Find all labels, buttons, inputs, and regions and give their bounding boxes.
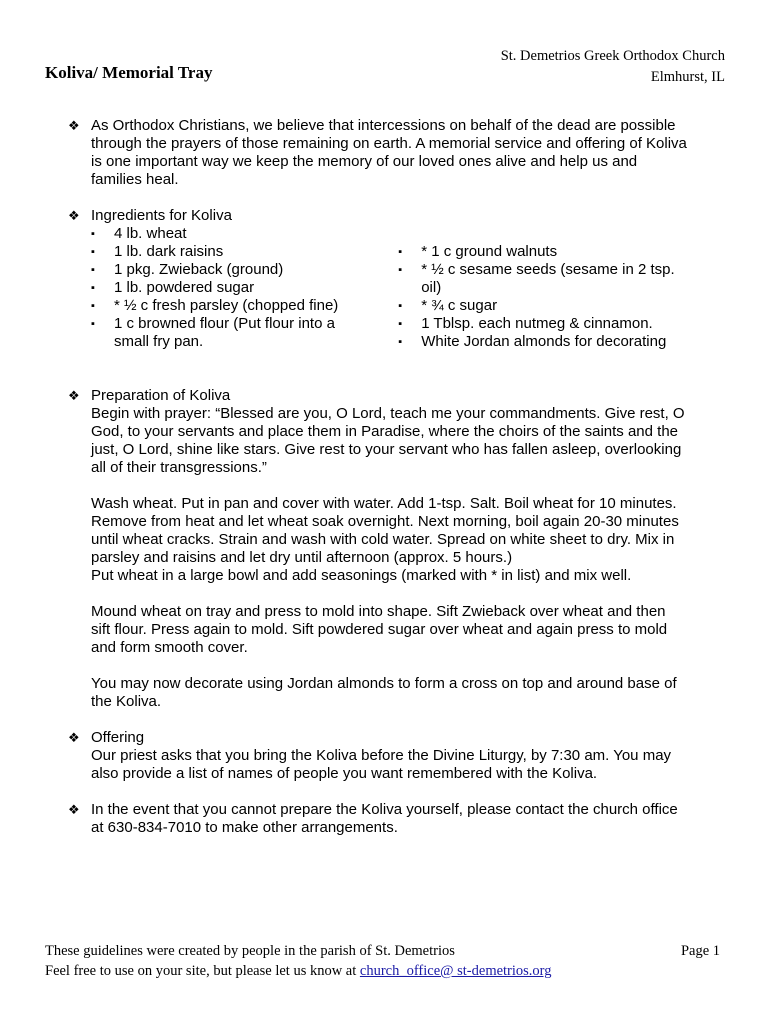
list-item: ▪ 1 lb. dark raisins (91, 243, 398, 261)
prep-step-3: You may now decorate using Jordan almonds to form a cross on top and around base of the Koliva. (91, 675, 677, 710)
preparation-section (68, 387, 688, 711)
page-title: Koliva/ Memorial Tray (45, 63, 213, 82)
diamond-bullet-icon: ❖ (68, 802, 80, 817)
list-item: ▪ 1 lb. powdered sugar (91, 279, 398, 297)
prep-step-1b: Put wheat in a large bowl and add seasonings (marked with * in list) and mix well. (91, 567, 632, 584)
list-item: ▪ * 1 c ground walnuts (398, 243, 688, 261)
church-location: Elmhurst, IL (650, 69, 725, 85)
ingredients-list-right (398, 225, 688, 351)
page-footer (45, 941, 720, 981)
ingredients-heading: Ingredients for Koliva (91, 207, 232, 224)
list-item: ▪ White Jordan almonds for decorating (398, 333, 688, 351)
footer-line-1: These guidelines were created by people in the parish of St. Demetrios (45, 943, 455, 959)
contact-section (68, 801, 688, 837)
page-number: Page 1 (680, 943, 720, 959)
diamond-bullet-icon: ❖ (68, 118, 80, 133)
prayer-text: Begin with prayer: “Blessed are you, O Lord, teach me your commandments. Give rest, O God, to your servants and place them in Paradise, where the choirs of the saints and the just, O Lord, shine like stars. Give rest to your servant who has fallen asleep, overlooking all of their transgressions.” (91, 405, 685, 476)
footer-line-2-text: Feel free to use on your site, but please let us know at (45, 963, 360, 979)
prep-step-2: Mound wheat on tray and press to mold into shape. Sift Zwieback over wheat and then sift flour. Press again to mold. Sift powdered sugar over wheat and again press to mold and form smooth cover. (91, 603, 668, 656)
list-item: ▪ 1 pkg. Zwieback (ground) (91, 261, 398, 279)
footer-line-2 (45, 961, 720, 981)
diamond-bullet-icon: ❖ (68, 388, 80, 403)
list-item: ▪ * ¾ c sugar (398, 297, 688, 315)
diamond-bullet-icon: ❖ (68, 208, 80, 223)
offering-heading: Offering (91, 729, 145, 746)
offering-text: Our priest asks that you bring the Koliva before the Divine Liturgy, by 7:30 am. You may also provide a list of names of people you want remembered with the Koliva. (91, 747, 672, 782)
prep-step-1: Wash wheat. Put in pan and cover with water. Add 1-tsp. Salt. Boil wheat for 10 minutes. Remove from heat and let wheat soak overnight. Next morning, boil again 20-30 minutes until wheat cracks. Strain and wash with cold water. Spread on white sheet to dry. Mix in parsley and raisins and let dry until afternoon (approx. 5 hours.) (91, 495, 679, 566)
ingredients-list-left (91, 225, 398, 351)
contact-text: In the event that you cannot prepare the Koliva yourself, please contact the church office at 630-834-7010 to make other arrangements. (91, 801, 678, 836)
list-item: ▪ 1 Tblsp. each nutmeg & cinnamon. (398, 315, 688, 333)
intro-section (68, 117, 688, 189)
intro-text: As Orthodox Christians, we believe that intercessions on behalf of the dead are possible through the prayers of those remaining on earth. A memorial service and offering of Koliva is one important way we keep the memory of our loved ones alive and help us and families heal. (91, 117, 687, 188)
list-item: ▪ * ½ c fresh parsley (chopped fine) (91, 297, 398, 315)
offering-section (68, 729, 688, 783)
ingredients-columns (91, 225, 688, 351)
list-item: ▪ * ½ c sesame seeds (sesame in 2 tsp. oil) (398, 261, 688, 297)
preparation-heading: Preparation of Koliva (91, 387, 231, 404)
header-right (501, 46, 725, 88)
church-name: St. Demetrios Greek Orthodox Church (500, 48, 725, 64)
document-body (68, 117, 688, 837)
list-item: ▪ 1 c browned flour (Put flour into a small fry pan. (91, 315, 344, 351)
diamond-bullet-icon: ❖ (68, 730, 80, 745)
list-item: ▪ 4 lb. wheat (91, 225, 398, 243)
ingredients-section (68, 207, 688, 351)
email-link[interactable]: church_office@ st-demetrios.org (359, 963, 552, 979)
